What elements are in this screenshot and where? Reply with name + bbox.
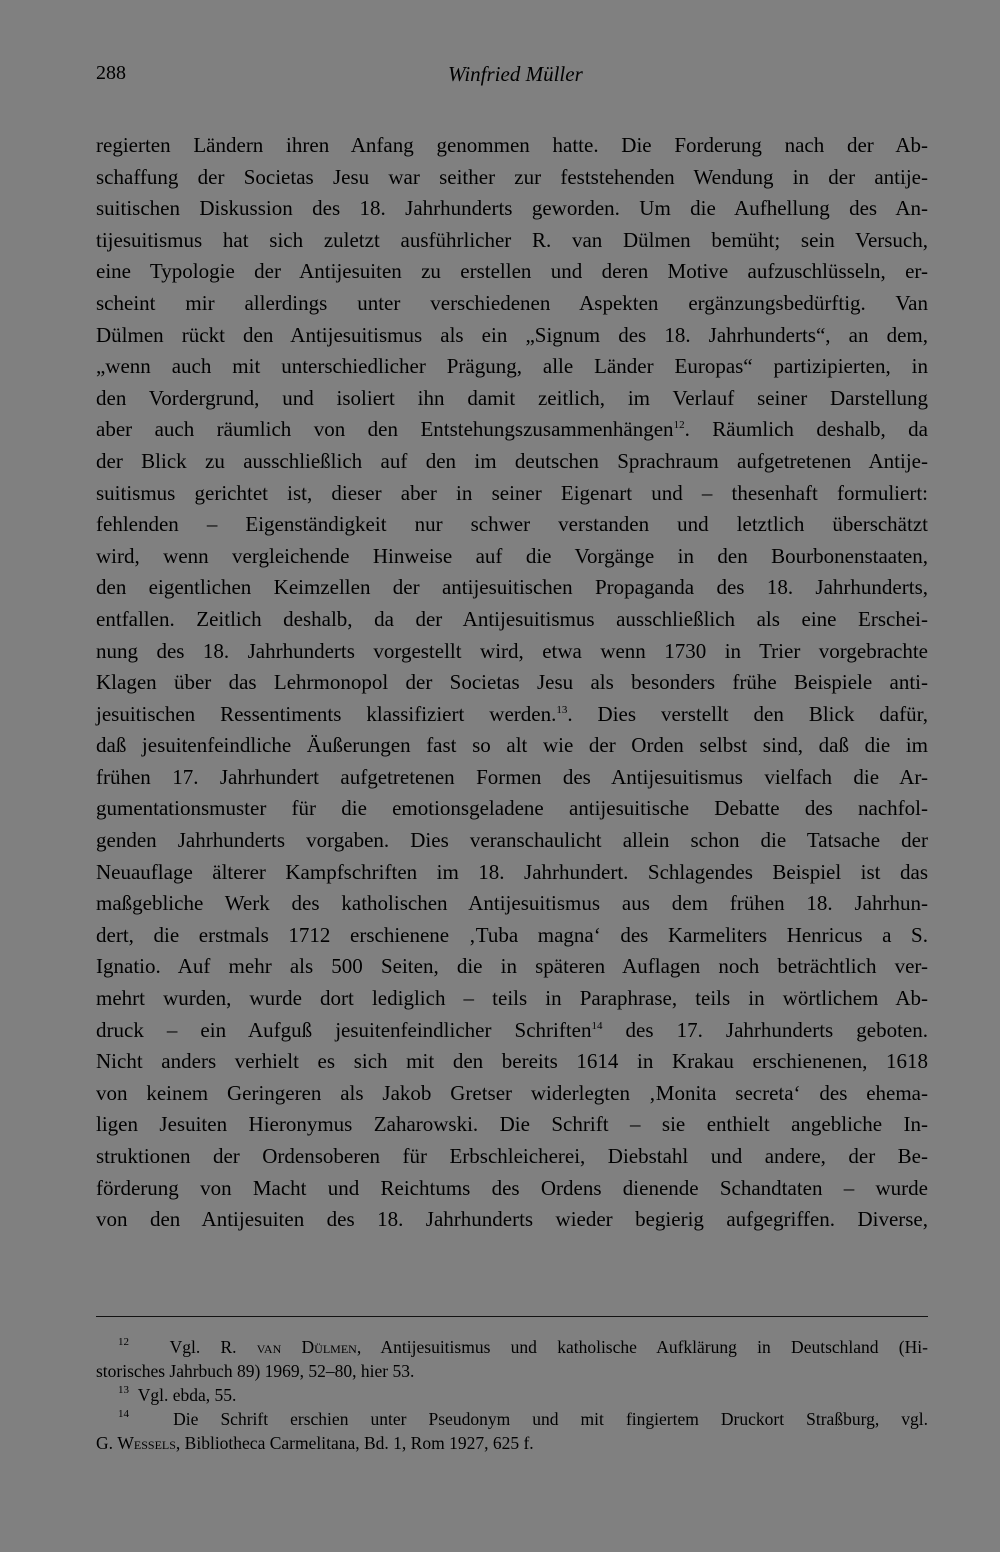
text-line: von keinem Geringeren als Jakob Gretser widerlegten ‚Monita secreta‘ des ehema- [96,1080,928,1105]
text-segment: druck – ein Aufguß jesuitenfeindlicher Schriften [96,1017,592,1042]
text-line: der Blick zu ausschließlich auf den im deutschen Sprachraum aufgetretenen Antije- [96,448,928,473]
page-number: 288 [96,62,126,84]
text-line: Nicht anders verhielt es sich mit den bereits 1614 in Krakau erschienenen, 1618 [96,1049,928,1074]
footnote-13 [96,1383,928,1407]
text-line: dert, die erstmals 1712 erschienene ‚Tuba magna‘ des Karmeliters Henricus a S. [96,922,928,947]
text-line: nung des 18. Jahrhunderts vorgestellt wird, etwa wenn 1730 in Trier vorgebrachte [96,638,928,663]
text-line: ligen Jesuiten Hieronymus Zaharowski. Die Schrift – sie enthielt angebliche In- [96,1112,928,1137]
text-line [96,414,928,446]
footnote-text: , Bibliotheca Carmelitana, Bd. 1, Rom 1927, 625 f. [175,1433,534,1453]
footnote-14 [96,1407,928,1431]
footnote-author: van Dülmen [256,1337,357,1357]
text-segment: aber auch räumlich von den Entstehungszusammenhängen [96,417,674,442]
footnote-separator [96,1316,928,1317]
footnote-text: Die Schrift erschien unter Pseudonym und mit fingiertem Druckort Straßburg, vgl. [173,1409,928,1429]
footnote-ref-13[interactable]: 13 [556,703,568,716]
text-segment: . Räumlich deshalb, da [684,417,929,442]
footnote-text: Vgl. ebda, 55. [137,1385,237,1405]
text-line: maßgebliche Werk des katholischen Antijesuitismus aus dem frühen 18. Jahrhun- [96,891,928,916]
text-line: entfallen. Zeitlich deshalb, da der Antijesuitismus ausschließlich als eine Erschei- [96,606,928,631]
text-line: frühen 17. Jahrhundert aufgetretenen Formen des Antijesuitismus vielfach die Ar- [96,764,928,789]
text-segment: jesuitischen Ressentiments klassifiziert werden. [96,701,557,726]
footnote-marker: 13 [118,1384,129,1396]
footnote-text: , Antijesuitismus und katholische Aufklärung in Deutschland (Hi- [356,1337,928,1357]
text-line: Klagen über das Lehrmonopol der Societas Jesu als besonders frühe Beispiele anti- [96,670,928,695]
footnotes [96,1335,928,1455]
footnote-marker: 14 [118,1408,129,1420]
text-line [96,699,928,731]
footnote-text: Vgl. R. [169,1337,257,1357]
text-line: genden Jahrhunderts vorgaben. Dies veranschaulicht allein schon die Tatsache der [96,828,928,853]
text-line: Ignatio. Auf mehr als 500 Seiten, die in späteren Auflagen noch beträchtlich ver- [96,954,928,979]
text-line: Dülmen rückt den Antijesuitismus als ein „Signum des 18. Jahrhunderts“, an dem, [96,322,928,347]
text-line: von den Antijesuiten des 18. Jahrhunderts wieder begierig aufgegriffen. Diverse, [96,1207,928,1232]
footnote-ref-14[interactable]: 14 [591,1019,603,1032]
footnote-marker: 12 [118,1336,129,1348]
text-line: wird, wenn vergleichende Hinweise auf die Vorgänge in den Bourbonenstaaten, [96,543,928,568]
footnote-14-line2 [96,1431,928,1455]
text-line: förderung von Macht und Reichtums des Ordens dienende Schandtaten – wurde [96,1175,928,1200]
running-head-author: Winfried Müller [448,62,583,86]
text-line: mehrt wurden, wurde dort lediglich – teils in Paraphrase, teils in wörtlichem Ab- [96,986,928,1011]
text-line: fehlenden – Eigenständigkeit nur schwer verstanden und letztlich überschätzt [96,512,928,537]
text-line: schaffung der Societas Jesu war seither zur feststehenden Wendung in der antije- [96,164,928,189]
text-line: tijesuitismus hat sich zuletzt ausführlicher R. van Dülmen bemüht; sein Versuch, [96,227,928,252]
footnote-ref-12[interactable]: 12 [673,419,685,432]
text-line: struktionen der Ordensoberen für Erbschleicherei, Diebstahl und andere, der Be- [96,1144,928,1168]
text-line: den Vordergrund, und isoliert ihn damit zeitlich, im Verlauf seiner Darstellung [96,385,928,410]
text-line: suitismus gerichtet ist, dieser aber in seiner Eigenart und – thesenhaft formuliert: [96,480,928,505]
text-line [96,1015,928,1047]
footnote-text: G. [96,1433,118,1453]
text-line: den eigentlichen Keimzellen der antijesuitischen Propaganda des 18. Jahrhunderts, [96,575,928,600]
text-line: gumentationsmuster für die emotionsgeladene antijesuitische Debatte des nachfol- [96,796,928,821]
footnote-author: Wessels [117,1433,176,1453]
page-header [96,62,928,92]
footnote-12 [96,1335,928,1359]
main-text [96,130,928,1236]
text-line: „wenn auch mit unterschiedlicher Prägung, alle Länder Europas“ partizipierten, in [96,354,928,379]
footnote-12-line2: storisches Jahrbuch 89) 1969, 52–80, hier 53. [96,1361,415,1381]
text-line: daß jesuitenfeindliche Äußerungen fast so alt wie der Orden selbst sind, daß die im [96,733,928,758]
text-line: scheint mir allerdings unter verschiedenen Aspekten ergänzungsbedürftig. Van [96,290,928,315]
text-segment: des 17. Jahrhunderts geboten. [602,1017,928,1042]
text-line: Neuauflage älterer Kampfschriften im 18. Jahrhundert. Schlagendes Beispiel ist das [96,859,928,884]
text-segment: . Dies verstellt den Blick dafür, [567,701,928,726]
text-line: regierten Ländern ihren Anfang genommen hatte. Die Forderung nach der Ab- [96,133,928,157]
text-line: eine Typologie der Antijesuiten zu erstellen und deren Motive aufzuschlüsseln, er- [96,259,928,284]
text-line: suitischen Diskussion des 18. Jahrhunderts geworden. Um die Aufhellung des An- [96,196,928,221]
